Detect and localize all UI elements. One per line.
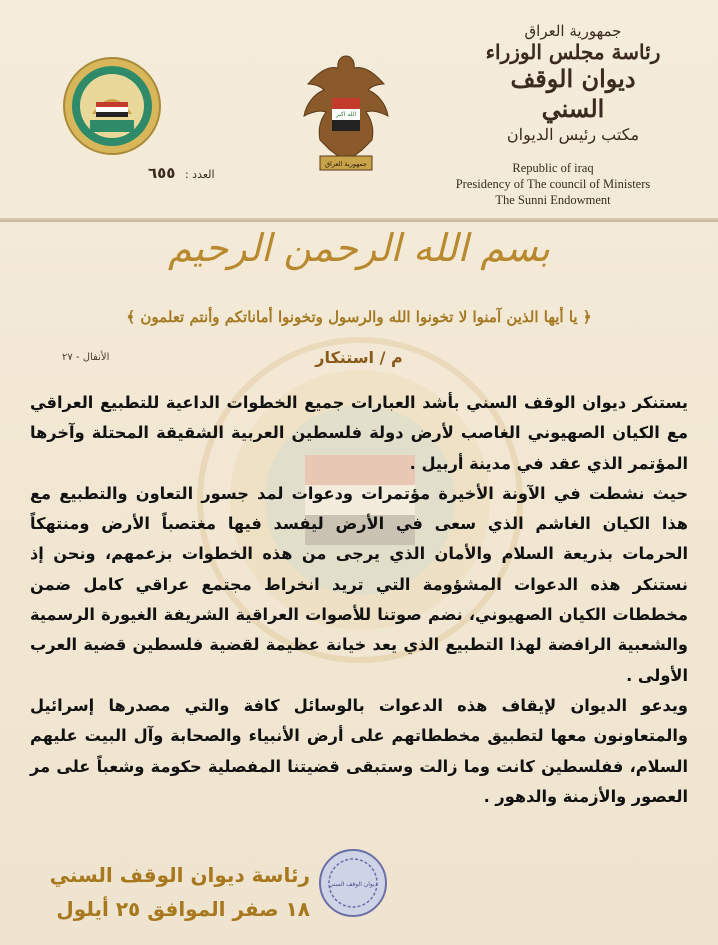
document-number [148, 164, 215, 182]
arabic-head-office: مكتب رئيس الديوان [506, 125, 640, 144]
subject-line: م / استنكار [315, 348, 403, 367]
header-divider [0, 218, 718, 222]
arabic-head-endowment: ديوان الوقف السني [510, 64, 636, 123]
quran-verse: ﴿ يا أيها الذين آمنوا لا تخونوا الله والرسول وتخونوا أماناتكم وأنتم تعلمون ﴾ [126, 308, 592, 326]
arabic-head-republic: جمهورية العراق [524, 22, 622, 40]
body-paragraph-2: حيث نشطت في الآونة الأخيرة مؤتمرات ودعوات لمد جسور التعاون والتطبيع مع هذا الكيان الغاشم الذي سعى في الأرض ليفسد فيها مغتصباً الأرض ومنتهكاً الحرمات بذريعة السلام والأمان الذي يرجى من هذه الخطوات بزعمهم، ونحن إذ نستنكر هذه الدعوات المشؤومة التي تريد انخراط مجتمع عراقي كامل ضمن مخططات الكيان الصهيوني، نضم صوتنا للأصوات العراقية الشريفة الغيورة الرسمية والشعبية الرافضة لهذا التطبيع الذي يعد خيانة عظيمة لقضية فلسطين قضية العرب الأولى . [30, 483, 688, 685]
endowment-seal-logo [62, 56, 162, 156]
iraq-eagle-emblem [300, 50, 392, 178]
body-paragraph-1: يستنكر ديوان الوقف السني بأشد العبارات جميع الخطوات الداعية للتطبيع العراقي مع الكيان الصهيوني الغاصب لأرض دولة فلسطين العربية الشقيقة المحتلة وآخرها المؤتمر الذي عقد في مدينة أربيل . [30, 393, 688, 473]
signature-block [30, 858, 310, 926]
emblem-flag-text: الله اكبر [335, 111, 357, 118]
english-head-presidency: Presidency of The council of Ministers [455, 177, 651, 191]
number-label: العدد : [184, 168, 215, 181]
english-head-endowment: The Sunni Endowment [495, 193, 611, 207]
emblem-scroll-text: جمهورية العراق [325, 160, 367, 168]
basmala: بسم الله الرحمن الرحيم [168, 226, 550, 270]
arabic-letterhead [478, 22, 668, 146]
official-stamp [318, 848, 388, 918]
english-letterhead [428, 160, 678, 208]
letter-body [30, 388, 688, 812]
body-paragraph-3: ويدعو الديوان لإيقاف هذه الدعوات بالوسائل كافة والتي مصدرها إسرائيل والمتعاونون معها لتطبيق مخططاتهم على أرض الأنبياء والصحابة وآل البيت عليهم السلام، ففلسطين كانت وما زالت وستبقى قضيتنا المفصلية حكومة وشعباً على مر العصور والأزمنة والدهور . [30, 695, 688, 806]
verse-reference: الأنفال - ٢٧ [62, 352, 110, 363]
signature-date: ١٨ صفر الموافق ٢٥ أيلول [56, 897, 310, 921]
letterhead [0, 0, 718, 222]
arabic-head-presidency: رئاسة مجلس الوزراء [485, 40, 661, 64]
stamp-text: ديوان الوقف السني [328, 881, 378, 888]
number-value: ٦٥٥ [148, 164, 176, 182]
signature-authority: رئاسة ديوان الوقف السني [49, 863, 310, 887]
english-head-republic: Republic of iraq [512, 161, 594, 175]
